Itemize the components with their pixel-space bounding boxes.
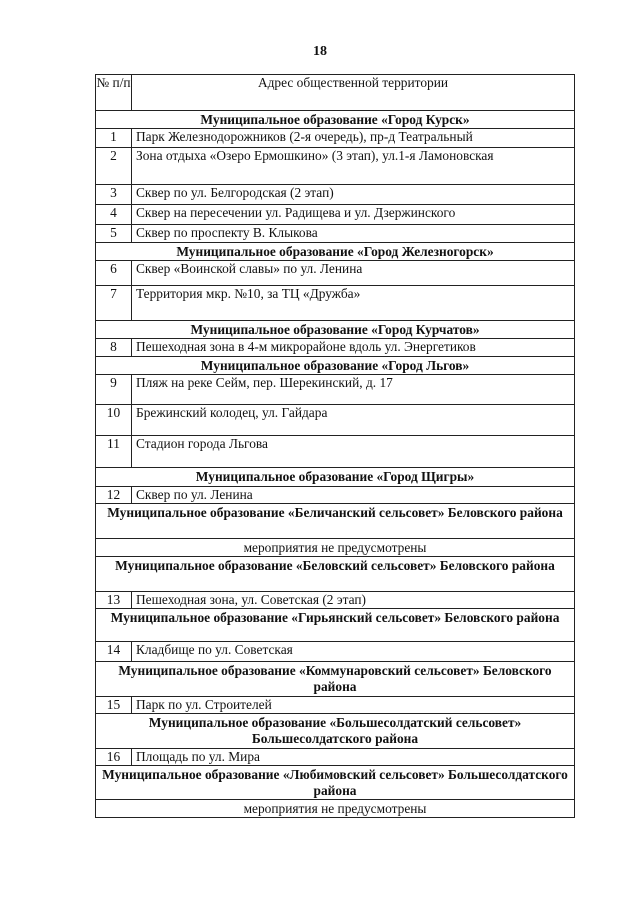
row-number: 7 <box>96 286 132 321</box>
section-header-row <box>96 557 575 592</box>
table-row <box>96 642 575 662</box>
row-address: Пешеходная зона, ул. Советская (2 этап) <box>132 592 575 609</box>
row-address: Кладбище по ул. Советская <box>132 642 575 662</box>
row-number: 15 <box>96 697 132 714</box>
table-header <box>96 75 575 111</box>
section-title: Муниципальное образование «Большесолдатский сельсовет» Большесолдатского района <box>96 714 575 749</box>
table-body <box>96 111 575 818</box>
section-title: Муниципальное образование «Любимовский сельсовет» Большесолдатского района <box>96 766 575 800</box>
table-row <box>96 487 575 504</box>
note-text: мероприятия не предусмотрены <box>96 539 575 557</box>
territory-table <box>95 74 575 818</box>
section-title: Муниципальное образование «Город Железногорск» <box>96 243 575 261</box>
table-row <box>96 148 575 185</box>
row-address: Сквер по ул. Ленина <box>132 487 575 504</box>
table-row <box>96 339 575 357</box>
section-header-row <box>96 504 575 539</box>
row-number: 4 <box>96 205 132 225</box>
row-number: 2 <box>96 148 132 185</box>
row-number: 1 <box>96 129 132 148</box>
table-row <box>96 697 575 714</box>
section-header-row <box>96 714 575 749</box>
row-number: 6 <box>96 261 132 286</box>
section-header-row <box>96 662 575 697</box>
table-row <box>96 749 575 766</box>
section-header-row <box>96 111 575 129</box>
section-header-row <box>96 321 575 339</box>
table-row <box>96 286 575 321</box>
section-header-row <box>96 766 575 800</box>
row-address: Территория мкр. №10, за ТЦ «Дружба» <box>132 286 575 321</box>
row-address: Сквер «Воинской славы» по ул. Ленина <box>132 261 575 286</box>
section-title: Муниципальное образование «Коммунаровский сельсовет» Беловского района <box>96 662 575 697</box>
row-number: 9 <box>96 375 132 405</box>
section-header-row <box>96 609 575 642</box>
section-title: Муниципальное образование «Город Льгов» <box>96 357 575 375</box>
row-address: Брежинский колодец, ул. Гайдара <box>132 405 575 436</box>
section-title: Муниципальное образование «Город Курск» <box>96 111 575 129</box>
row-address: Сквер на пересечении ул. Радищева и ул. Дзержинского <box>132 205 575 225</box>
row-number: 8 <box>96 339 132 357</box>
table-row <box>96 185 575 205</box>
header-row <box>96 75 575 111</box>
row-address: Парк по ул. Строителей <box>132 697 575 714</box>
table-row <box>96 205 575 225</box>
table-row <box>96 261 575 286</box>
row-number: 3 <box>96 185 132 205</box>
section-title: Муниципальное образование «Город Щигры» <box>96 468 575 487</box>
section-title: Муниципальное образование «Город Курчатов» <box>96 321 575 339</box>
table-row <box>96 375 575 405</box>
table-row <box>96 225 575 243</box>
table-row <box>96 405 575 436</box>
note-row <box>96 539 575 557</box>
row-number: 12 <box>96 487 132 504</box>
row-address: Сквер по проспекту В. Клыкова <box>132 225 575 243</box>
row-address: Площадь по ул. Мира <box>132 749 575 766</box>
note-row <box>96 800 575 818</box>
note-text: мероприятия не предусмотрены <box>96 800 575 818</box>
row-number: 10 <box>96 405 132 436</box>
row-address: Парк Железнодорожников (2-я очередь), пр-д Театральный <box>132 129 575 148</box>
table-row <box>96 592 575 609</box>
row-number: 5 <box>96 225 132 243</box>
row-address: Зона отдыха «Озеро Ермошкино» (3 этап), ул.1-я Ламоновская <box>132 148 575 185</box>
row-address: Пляж на реке Сейм, пер. Шерекинский, д. 17 <box>132 375 575 405</box>
row-number: 13 <box>96 592 132 609</box>
row-number: 16 <box>96 749 132 766</box>
table-row <box>96 436 575 468</box>
section-title: Муниципальное образование «Беловский сельсовет» Беловского района <box>96 557 575 592</box>
row-number: 14 <box>96 642 132 662</box>
row-number: 11 <box>96 436 132 468</box>
section-title: Муниципальное образование «Гирьянский сельсовет» Беловского района <box>96 609 575 642</box>
page-number: 18 <box>313 44 327 59</box>
section-title: Муниципальное образование «Беличанский сельсовет» Беловского района <box>96 504 575 539</box>
row-address: Сквер по ул. Белгородская (2 этап) <box>132 185 575 205</box>
section-header-row <box>96 243 575 261</box>
row-address: Стадион города Льгова <box>132 436 575 468</box>
header-num: № п/п <box>96 75 132 111</box>
section-header-row <box>96 468 575 487</box>
table-row <box>96 129 575 148</box>
header-address: Адрес общественной территории <box>132 75 575 111</box>
row-address: Пешеходная зона в 4-м микрорайоне вдоль ул. Энергетиков <box>132 339 575 357</box>
section-header-row <box>96 357 575 375</box>
